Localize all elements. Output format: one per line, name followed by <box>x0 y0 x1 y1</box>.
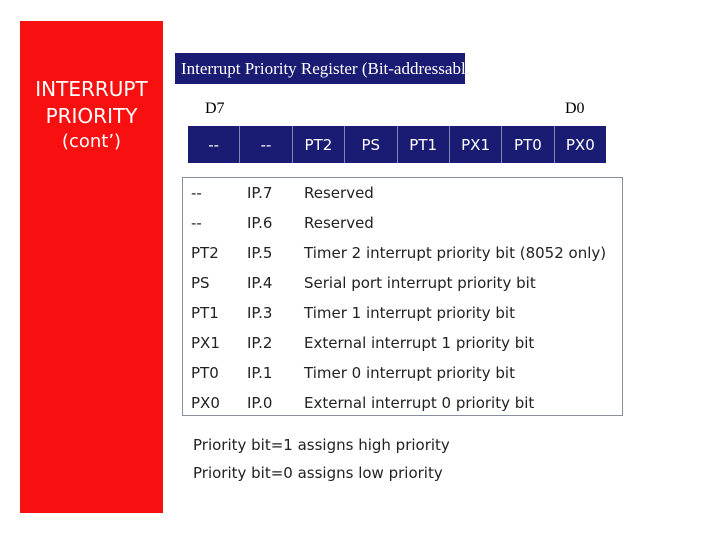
high-priority-note: Priority bit=1 assigns high priority <box>193 436 450 454</box>
table-row <box>183 298 622 328</box>
bit-address: IP.3 <box>247 304 273 322</box>
bit-description: External interrupt 0 priority bit <box>304 394 535 412</box>
bit-name: PS <box>191 274 210 292</box>
bit-description: External interrupt 1 priority bit <box>304 334 535 352</box>
bit-cell-0: PX0 <box>565 135 595 154</box>
table-row <box>183 178 622 208</box>
bit-description: Reserved <box>304 214 374 232</box>
bit-name: -- <box>191 214 202 232</box>
bit-cell-6: -- <box>240 126 292 163</box>
bit-name: PT2 <box>191 244 219 262</box>
slide-title-line-2: PRIORITY <box>45 104 138 128</box>
table-row <box>183 388 622 418</box>
bit-description: Reserved <box>304 184 374 202</box>
title-sidebar <box>20 21 163 513</box>
bit-address: IP.4 <box>247 274 273 292</box>
bit-address: IP.6 <box>247 214 273 232</box>
table-row <box>183 208 622 238</box>
bit-name: PX1 <box>191 334 220 352</box>
bit-name: PX0 <box>191 394 220 412</box>
bit-cell-2: PX1 <box>450 126 502 163</box>
bit-cell-7: -- <box>188 126 240 163</box>
bit-description: Timer 1 interrupt priority bit <box>304 304 515 322</box>
bit-description: Timer 2 interrupt priority bit (8052 only) <box>304 244 607 262</box>
bit-name: PT0 <box>191 364 219 382</box>
bit-name: PT1 <box>191 304 219 322</box>
slide-title <box>20 76 163 154</box>
register-bit-bar <box>188 126 606 163</box>
slide-title-line-3: (cont’) <box>61 131 122 152</box>
msb-label: D7 <box>205 100 225 117</box>
bit-description: Timer 0 interrupt priority bit <box>304 364 515 382</box>
bit-name: -- <box>191 184 202 202</box>
bit-description: Serial port interrupt priority bit <box>304 274 536 292</box>
bit-address: IP.0 <box>247 394 273 412</box>
register-title: Interrupt Priority Register (Bit-addressable) <box>175 53 465 84</box>
table-row <box>183 238 622 268</box>
bit-cell-1: PT0 <box>502 126 554 163</box>
bit-address: IP.2 <box>247 334 273 352</box>
bit-address: IP.1 <box>247 364 273 382</box>
bit-description-table <box>182 177 623 416</box>
bit-address: IP.7 <box>247 184 273 202</box>
low-priority-note: Priority bit=0 assigns low priority <box>193 464 443 482</box>
table-row <box>183 358 622 388</box>
bit-address: IP.5 <box>247 244 273 262</box>
slide-title-line-1: INTERRUPT <box>35 77 148 101</box>
lsb-label: D0 <box>565 100 585 117</box>
table-row <box>183 328 622 358</box>
bit-cell-3: PT1 <box>398 126 450 163</box>
bit-cell-5: PT2 <box>293 126 345 163</box>
table-row <box>183 268 622 298</box>
bit-cell-4: PS <box>345 126 397 163</box>
